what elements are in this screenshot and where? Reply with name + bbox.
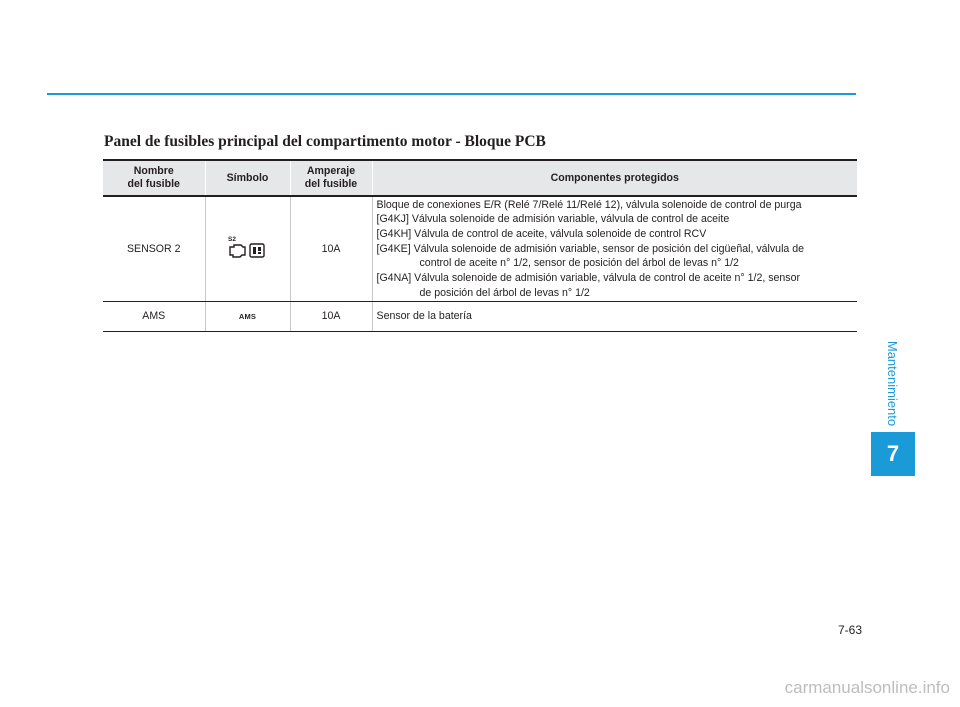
chapter-tab: 7 [871,432,915,476]
component-line: [G4KJ] Válvula solenoide de admisión variable, válvula de control de aceite [376,213,730,226]
header-symbol: Símbolo [205,160,290,196]
header-fuse-name [103,160,205,196]
side-tab-label [871,338,915,428]
header-fuse-name-line-1: Nombre [133,165,174,178]
sensor-2-engine-icon [228,234,268,260]
fuse-name: SENSOR 2 [103,196,205,302]
fuse-symbol [205,196,290,302]
component-line: Sensor de la batería [376,310,472,323]
header-amperage-line-1: Amperaje [306,165,356,178]
table-header-row [103,160,857,196]
fuse-components [372,302,857,332]
section-title: Panel de fusibles principal del compartimento motor - Bloque PCB [104,133,546,150]
fuse-amperage: 10A [290,196,372,302]
fuse-table [103,159,857,332]
watermark: carmanualsonline.info [784,678,950,697]
top-rule [47,93,856,95]
fuse-components [372,196,857,302]
component-line: control de aceite n° 1/2, sensor de posición del árbol de levas n° 1/2 [419,257,739,270]
ams-symbol-text: AMS [238,312,257,322]
table-row [103,302,857,332]
component-line: [G4NA] Válvula solenoide de admisión variable, válvula de control de aceite n° 1/2, sensor [376,271,801,284]
fuse-symbol [205,302,290,332]
header-amperage [290,160,372,196]
header-fuse-name-line-2: del fusible [127,178,180,190]
sensor-2-label: S2 [227,235,236,243]
fuse-amperage: 10A [290,302,372,332]
table-row [103,196,857,302]
header-amperage-line-2: del fusible [304,178,358,190]
page-number: 7-63 [837,623,863,637]
component-line: [G4KE] Válvula solenoide de admisión variable, sensor de posición del cigüeñal, válvula de [376,242,805,255]
side-tab-label-text: Mantenimiento [885,340,901,426]
header-components: Componentes protegidos [372,160,857,196]
component-line: Bloque de conexiones E/R (Relé 7/Relé 11/Relé 12), válvula solenoide de control de purga [376,198,802,211]
component-line: [G4KH] Válvula de control de aceite, válvula solenoide de control RCV [376,228,707,241]
component-line: de posición del árbol de levas n° 1/2 [419,286,590,299]
fuse-name: AMS [103,302,205,332]
